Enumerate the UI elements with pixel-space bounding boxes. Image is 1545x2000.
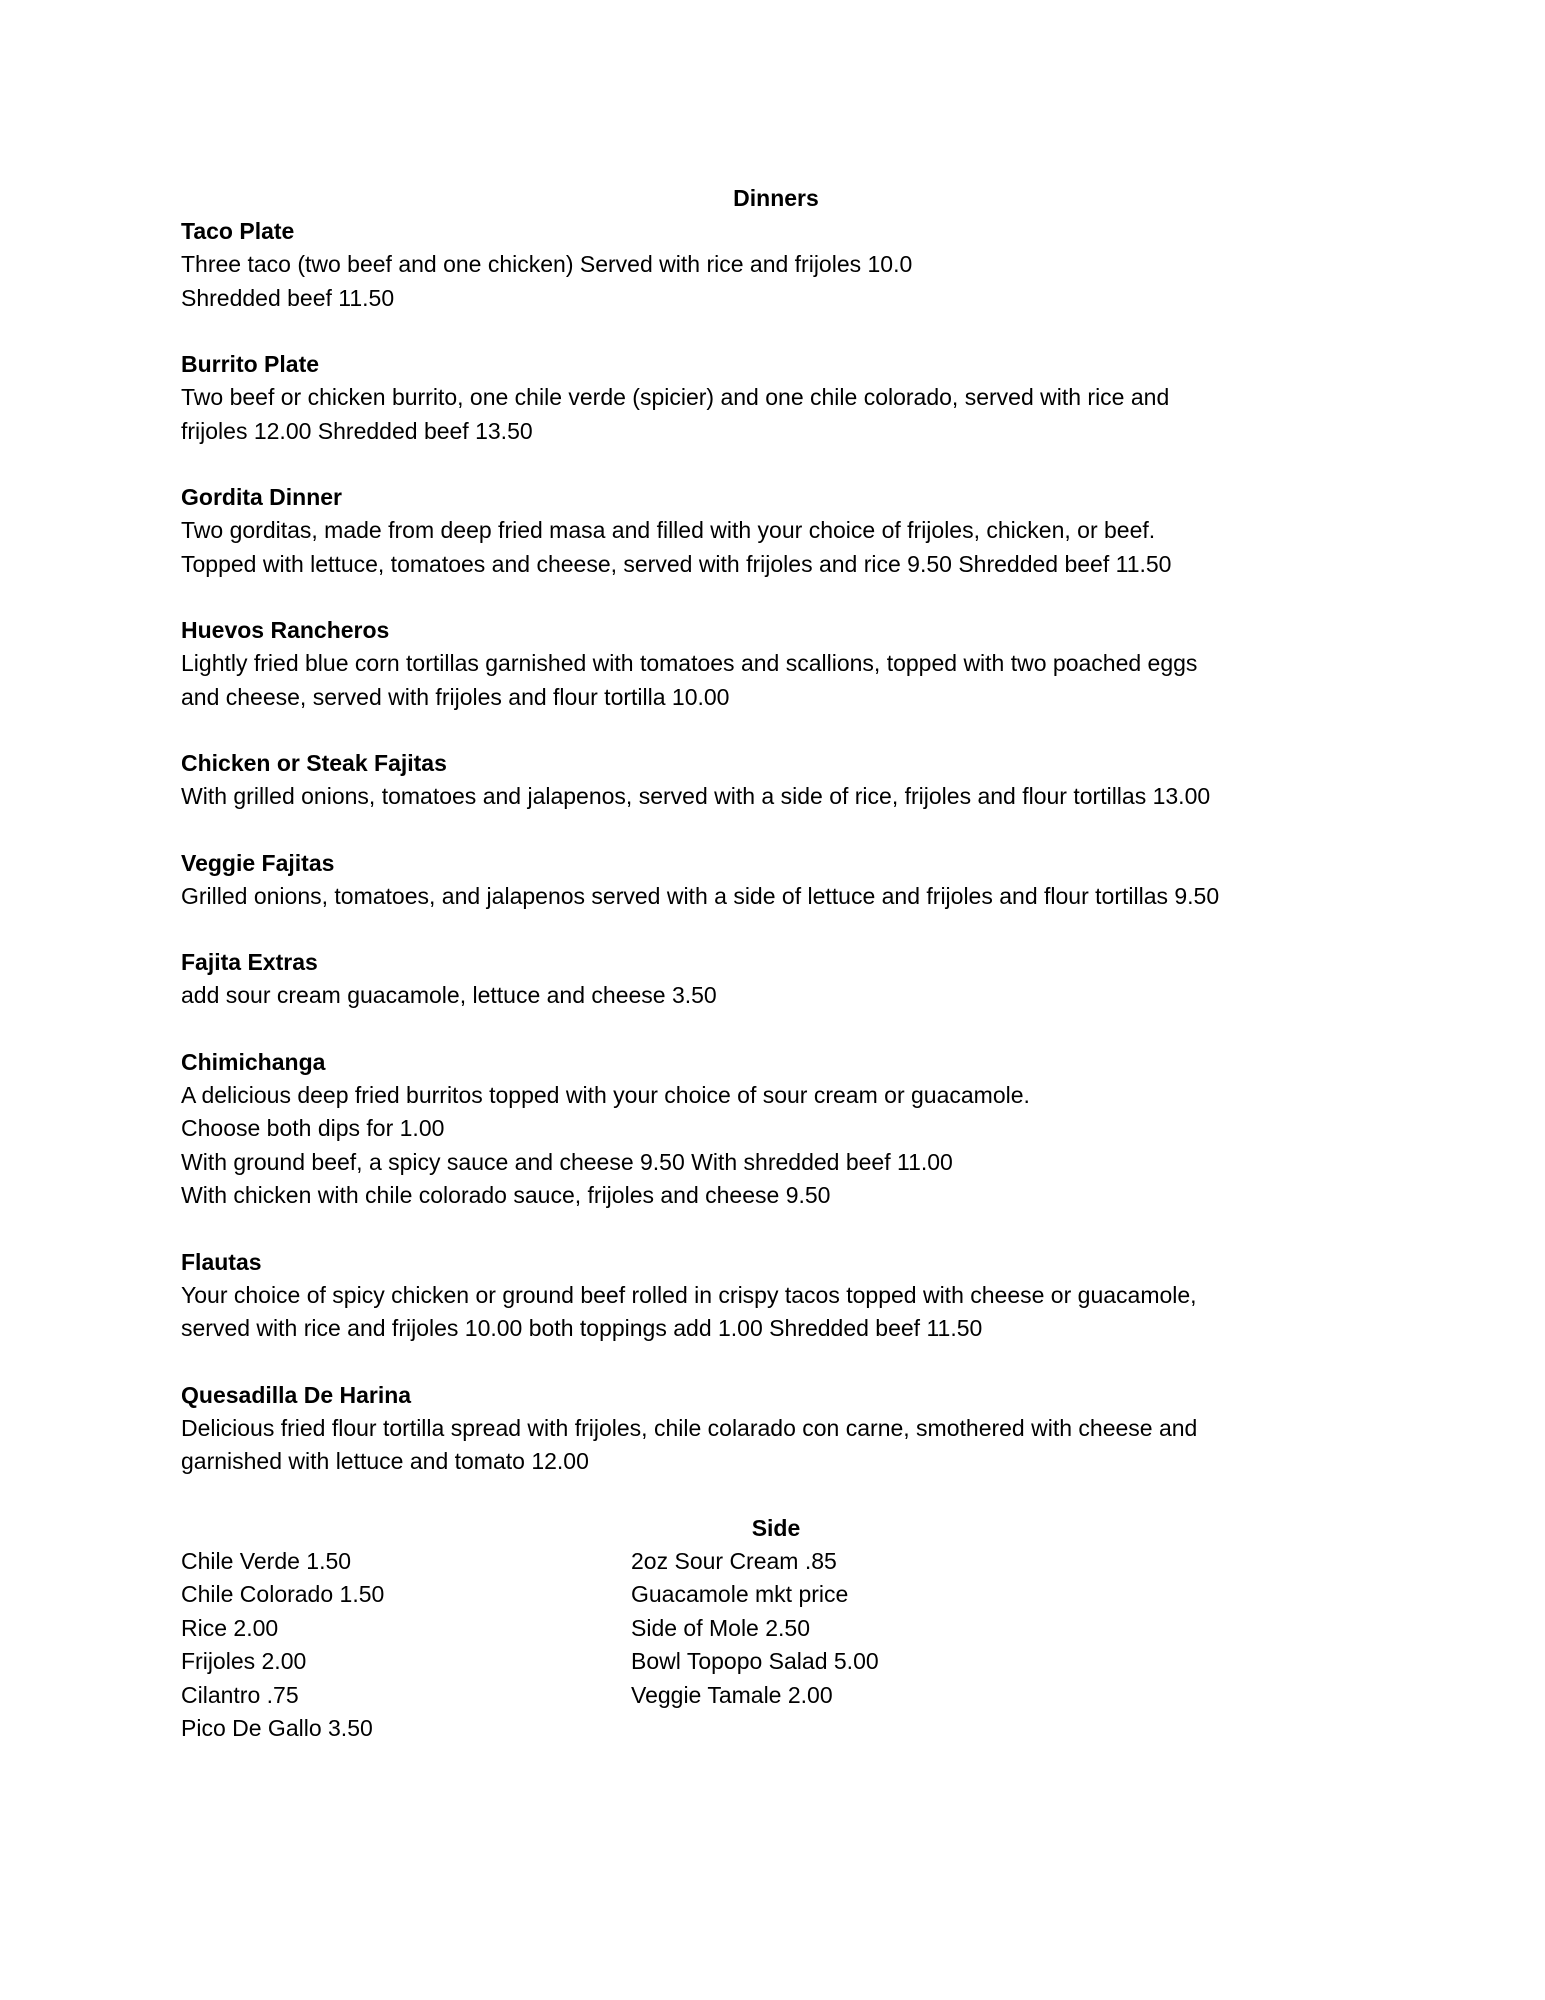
menu-item-description: Your choice of spicy chicken or ground beef rolled in crispy tacos topped with cheese or guacamole, xyxy=(181,1281,1197,1308)
dinner-list xyxy=(181,215,1371,1479)
menu-item-description: served with rice and frijoles 10.00 both toppings add 1.00 Shredded beef 11.50 xyxy=(181,1315,983,1341)
side-item: Chile Verde 1.50 xyxy=(181,1547,352,1574)
side-item: Veggie Tamale 2.00 xyxy=(631,1681,833,1708)
menu-item-title: Chimichanga xyxy=(181,1048,326,1075)
menu-item-description: add sour cream guacamole, lettuce and cheese 3.50 xyxy=(181,982,717,1008)
sides-left-column xyxy=(181,1545,631,1746)
menu-item-description: Two gorditas, made from deep fried masa and filled with your choice of frijoles, chicken, or beef. xyxy=(181,517,1156,543)
menu-item-description: garnished with lettuce and tomato 12.00 xyxy=(181,1448,589,1474)
menu-content xyxy=(181,182,1371,1746)
side-item: Rice 2.00 xyxy=(181,1614,279,1641)
menu-item xyxy=(181,614,1371,714)
menu-item-description: and cheese, served with frijoles and flour tortilla 10.00 xyxy=(181,683,730,710)
side-item: Pico De Gallo 3.50 xyxy=(181,1715,373,1741)
menu-item-description: Shredded beef 11.50 xyxy=(181,284,395,311)
menu-item xyxy=(181,1046,1371,1213)
menu-item xyxy=(181,1379,1371,1479)
menu-item-description: A delicious deep fried burritos topped with your choice of sour cream or guacamole. xyxy=(181,1081,1030,1108)
menu-item xyxy=(181,847,1371,914)
menu-item-description: With grilled onions, tomatoes and jalapenos, served with a side of rice, frijoles and flour tortillas 13.00 xyxy=(181,783,1211,809)
side-item: Chile Colorado 1.50 xyxy=(181,1581,385,1607)
menu-item-title: Fajita Extras xyxy=(181,949,318,975)
dinners-heading: Dinners xyxy=(733,185,819,211)
sides-right-column xyxy=(631,1545,1131,1746)
menu-item xyxy=(181,1246,1371,1346)
menu-item-description: Three taco (two beef and one chicken) Served with rice and frijoles 10.0 xyxy=(181,251,913,277)
sides-heading: Side xyxy=(751,1514,801,1541)
menu-item xyxy=(181,348,1371,448)
menu-item xyxy=(181,747,1371,814)
menu-item xyxy=(181,215,1371,315)
side-item: Guacamole mkt price xyxy=(631,1581,849,1607)
menu-item-title: Huevos Rancheros xyxy=(181,617,390,643)
side-item: Side of Mole 2.50 xyxy=(631,1614,811,1641)
menu-item-description: Delicious fried flour tortilla spread with frijoles, chile colarado con carne, smothered with cheese and xyxy=(181,1414,1198,1441)
sides-list xyxy=(181,1545,1371,1746)
menu-item-description: With ground beef, a spicy sauce and cheese 9.50 With shredded beef 11.00 xyxy=(181,1148,953,1175)
side-item: 2oz Sour Cream .85 xyxy=(631,1547,837,1574)
menu-item-title: Chicken or Steak Fajitas xyxy=(181,750,447,776)
menu-item-description: Choose both dips for 1.00 xyxy=(181,1115,445,1141)
side-item: Frijoles 2.00 xyxy=(181,1648,307,1674)
menu-item-title: Burrito Plate xyxy=(181,351,320,377)
menu-item-description: frijoles 12.00 Shredded beef 13.50 xyxy=(181,417,533,444)
menu-item-title: Flautas xyxy=(181,1248,262,1275)
menu-item-description: Two beef or chicken burrito, one chile verde (spicier) and one chile colorado, served with rice and xyxy=(181,384,1170,410)
side-item: Cilantro .75 xyxy=(181,1681,299,1708)
menu-item xyxy=(181,481,1371,581)
menu-item-title: Veggie Fajitas xyxy=(181,849,335,876)
menu-item xyxy=(181,946,1371,1013)
menu-item-description: With chicken with chile colorado sauce, frijoles and cheese 9.50 xyxy=(181,1182,831,1208)
menu-item-description: Topped with lettuce, tomatoes and cheese, served with frijoles and rice 9.50 Shredded beef 11.50 xyxy=(181,550,1172,577)
menu-item-title: Gordita Dinner xyxy=(181,484,343,510)
menu-item-title: Quesadilla De Harina xyxy=(181,1381,412,1408)
side-item: Bowl Topopo Salad 5.00 xyxy=(631,1648,879,1674)
menu-item-title: Taco Plate xyxy=(181,218,295,244)
menu-item-description: Lightly fried blue corn tortillas garnished with tomatoes and scallions, topped with two poached eggs xyxy=(181,650,1198,676)
menu-item-description: Grilled onions, tomatoes, and jalapenos served with a side of lettuce and frijoles and flour tortillas 9.50 xyxy=(181,882,1220,909)
